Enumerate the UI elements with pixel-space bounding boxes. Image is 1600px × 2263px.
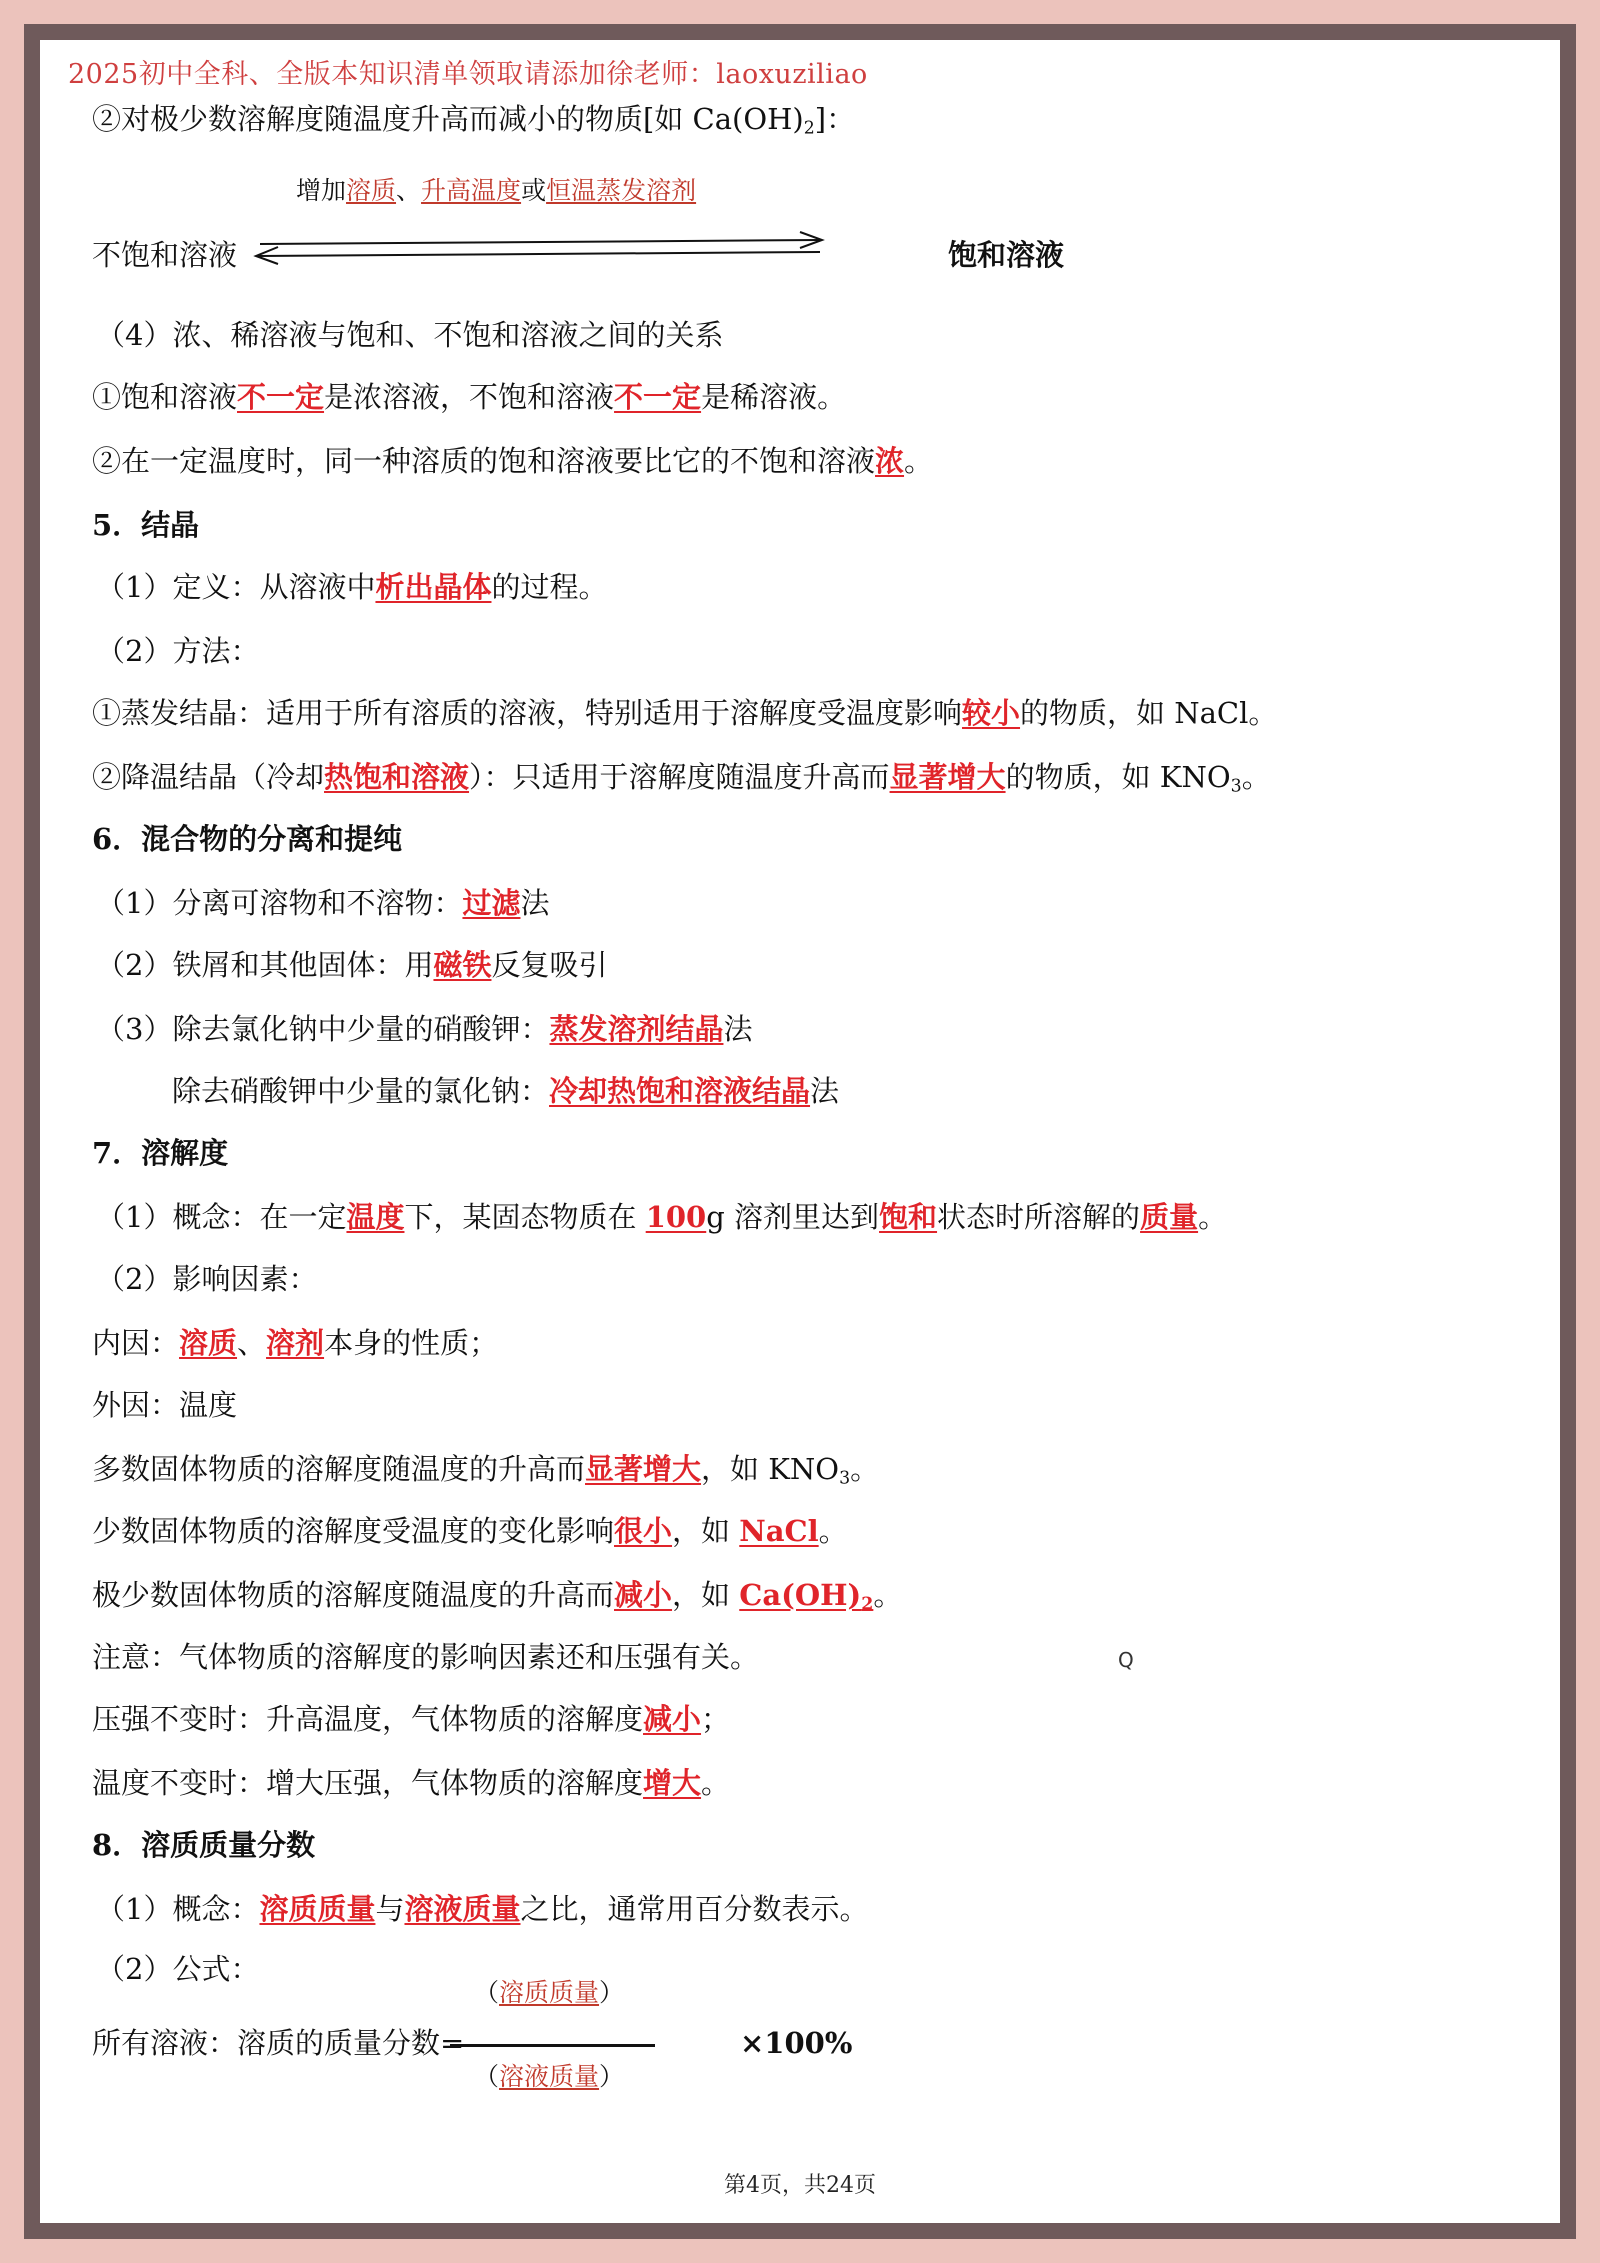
line-remove-nacl: 除去硝酸钾中少量的氯化钠：冷却热饱和溶液结晶法	[172, 1074, 840, 1108]
formula-numerator: （溶质质量）	[474, 1978, 625, 2007]
heading-solubility: 7．溶解度	[92, 1136, 229, 1170]
line-remove-kno3: （3）除去氯化钠中少量的硝酸钾：蒸发溶剂结晶法	[96, 1012, 753, 1046]
heading-mass-fraction: 8．溶质质量分数	[92, 1828, 316, 1862]
line-gas-note: 注意：气体物质的溶解度的影响因素还和压强有关。	[92, 1640, 760, 1674]
line-mass-fraction-concept: （1）概念：溶质质量与溶液质量之比，通常用百分数表示。	[96, 1892, 869, 1926]
line-all-solutions: 所有溶液：溶质的质量分数=	[92, 2026, 465, 2060]
formula-denominator: （溶液质量）	[474, 2062, 625, 2091]
fraction-bar	[450, 2044, 655, 2047]
line-formula: （2）公式：	[96, 1952, 260, 1986]
line-cooling: ②降温结晶（冷却热饱和溶液）：只适用于溶解度随温度升高而显著增大的物质，如 $KNO_3$。	[92, 760, 1271, 797]
line-methods: （2）方法：	[96, 634, 260, 668]
heading-separation: 6．混合物的分离和提纯	[92, 822, 403, 856]
line-relationship-2: ②在一定温度时，同一种溶质的饱和溶液要比它的不饱和溶液浓。	[92, 444, 934, 478]
line-very-few-solids: 极少数固体物质的溶解度随温度的升高而减小，如 $Ca(OH)_2$。	[92, 1578, 903, 1615]
line-solubility-concept: （1）概念：在一定温度下，某固态物质在 100g 溶剂里达到饱和状态时所溶解的质量。	[96, 1200, 1228, 1234]
unsaturated-solution-label: 不饱和溶液	[92, 238, 238, 272]
section-4-heading: （4）浓、稀溶液与饱和、不饱和溶液之间的关系	[96, 318, 724, 352]
line-pressure-constant: 压强不变时：升高温度，气体物质的溶解度减小；	[92, 1702, 731, 1736]
arrow-label: 增加溶质、升高温度或恒温蒸发溶剂	[296, 176, 697, 205]
line-external-factors: 外因：温度	[92, 1388, 238, 1422]
line-few-solids: 少数固体物质的溶解度受温度的变化影响很小，如 NaCl。	[92, 1514, 848, 1548]
line-most-solids: 多数固体物质的溶解度随温度的升高而显著增大，如 $KNO_3$。	[92, 1452, 880, 1489]
line-temperature-constant: 温度不变时：增大压强，气体物质的溶解度增大。	[92, 1766, 731, 1800]
line-filtration: （1）分离可溶物和不溶物：过滤法	[96, 886, 550, 920]
heading-crystallization: 5．结晶	[92, 508, 200, 542]
line-factors: （2）影响因素：	[96, 1262, 318, 1296]
line-relationship-1: ①饱和溶液不一定是浓溶液，不饱和溶液不一定是稀溶液。	[92, 380, 847, 414]
q-mark: Q	[1118, 1648, 1134, 1672]
line-evaporation: ①蒸发结晶：适用于所有溶质的溶液，特别适用于溶解度受温度影响较小的物质，如 NaCl。	[92, 696, 1278, 730]
page-footer: 第4页，共24页	[724, 2173, 876, 2198]
saturated-solution-label: 饱和溶液	[948, 238, 1065, 272]
line-internal-factors: 内因：溶质、溶剂本身的性质；	[92, 1326, 499, 1360]
times-100-percent: ×100%	[740, 2026, 853, 2060]
line-definition: （1）定义：从溶液中析出晶体的过程。	[96, 570, 608, 604]
double-arrow	[250, 230, 830, 270]
watermark-text: 2025初中全科、全版本知识清单领取请添加徐老师：laoxuziliao	[68, 59, 868, 90]
line-ca-oh2: ②对极少数溶解度随温度升高而减小的物质[如 $Ca(OH)_2$]：	[92, 102, 856, 139]
line-magnet: （2）铁屑和其他固体：用磁铁反复吸引	[96, 948, 608, 982]
